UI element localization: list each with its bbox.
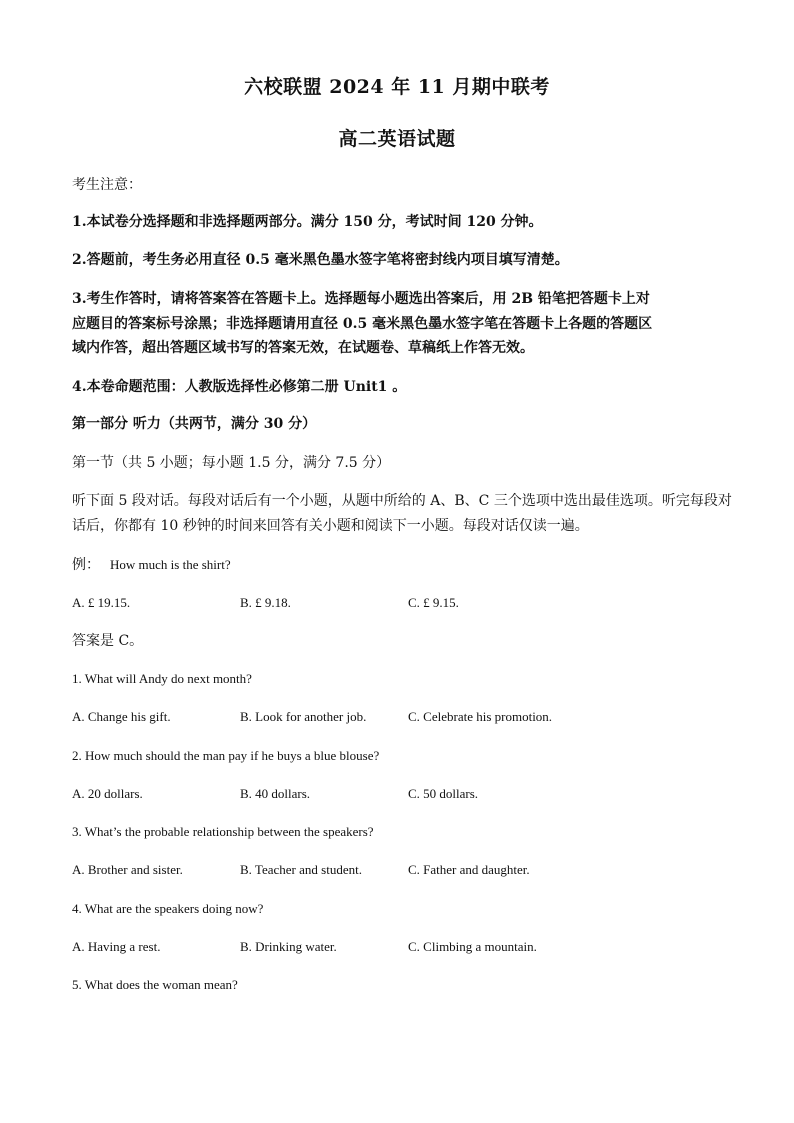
part1-heading: 第一部分 听力（共两节，满分 30 分） [72, 416, 317, 432]
example-option-c: C. £ 9.15. [408, 595, 459, 610]
question-3: 3. What’s the probable relationship between the speakers? [72, 824, 374, 839]
example-question-text: How much is the shirt? [110, 557, 231, 572]
question-1: 1. What will Andy do next month? [72, 671, 252, 686]
example-option-a: A. £ 19.15. [72, 595, 131, 610]
example-question [72, 555, 728, 575]
question-1-option-c: C. Celebrate his promotion. [408, 709, 553, 724]
example-option-b: B. £ 9.18. [240, 595, 291, 610]
notice-heading: 考生注意： [72, 177, 142, 193]
notice-item-1: 1.本试卷分选择题和非选择题两部分。满分 150 分，考试时间 120 分钟。 [72, 214, 543, 230]
exam-title: 六校联盟 2024 年 11 月期中联考 [244, 76, 550, 98]
question-2: 2. How much should the man pay if he buys a blue blouse? [72, 748, 380, 763]
listening-instructions-line-2: 话后，你都有 10 秒钟的时间来回答有关小题和阅读下一小题。每段对话仅读一遍。 [72, 518, 589, 534]
question-4-option-c: C. Climbing a mountain. [408, 939, 537, 954]
question-4-option-a: A. Having a rest. [72, 939, 161, 954]
notice-item-3-line-3: 域内作答，超出答题区域书写的答案无效，在试题卷、草稿纸上作答无效。 [72, 340, 534, 356]
question-4: 4. What are the speakers doing now? [72, 901, 264, 916]
notice-item-2: 2.答题前，考生务必用直径 0.5 毫米黑色墨水签字笔将密封线内项目填写清楚。 [72, 252, 569, 268]
question-5: 5. What does the woman mean? [72, 977, 238, 992]
question-2-option-b: B. 40 dollars. [240, 786, 311, 801]
question-4-option-b: B. Drinking water. [240, 939, 337, 954]
notice-item-3-line-2: 应题目的答案标号涂黑；非选择题请用直径 0.5 毫米黑色墨水签字笔在答题卡上各题的答题区 [72, 316, 653, 332]
example-answer: 答案是 C。 [72, 633, 144, 649]
section1-heading: 第一节（共 5 小题；每小题 1.5 分，满分 7.5 分） [72, 455, 391, 471]
question-3-option-c: C. Father and daughter. [408, 862, 530, 877]
question-2-option-c: C. 50 dollars. [408, 786, 479, 801]
notice-item-3-line-1: 3.考生作答时，请将答案答在答题卡上。选择题每小题选出答案后，用 2B 铅笔把答题卡上对 [72, 291, 650, 307]
question-3-option-a: A. Brother and sister. [72, 862, 183, 877]
listening-instructions-line-1: 听下面 5 段对话。每段对话后有一个小题，从题中所给的 A、B、C 三个选项中选出最佳选项。听完每段对 [72, 493, 732, 509]
notice-item-4: 4.本卷命题范围：人教版选择性必修第二册 Unit1 。 [72, 379, 407, 395]
question-2-option-a: A. 20 dollars. [72, 786, 143, 801]
question-1-option-b: B. Look for another job. [240, 709, 367, 724]
exam-subtitle: 高二英语试题 [338, 128, 456, 150]
question-1-option-a: A. Change his gift. [72, 709, 171, 724]
example-label: 例： [72, 557, 100, 573]
question-3-option-b: B. Teacher and student. [240, 862, 362, 877]
